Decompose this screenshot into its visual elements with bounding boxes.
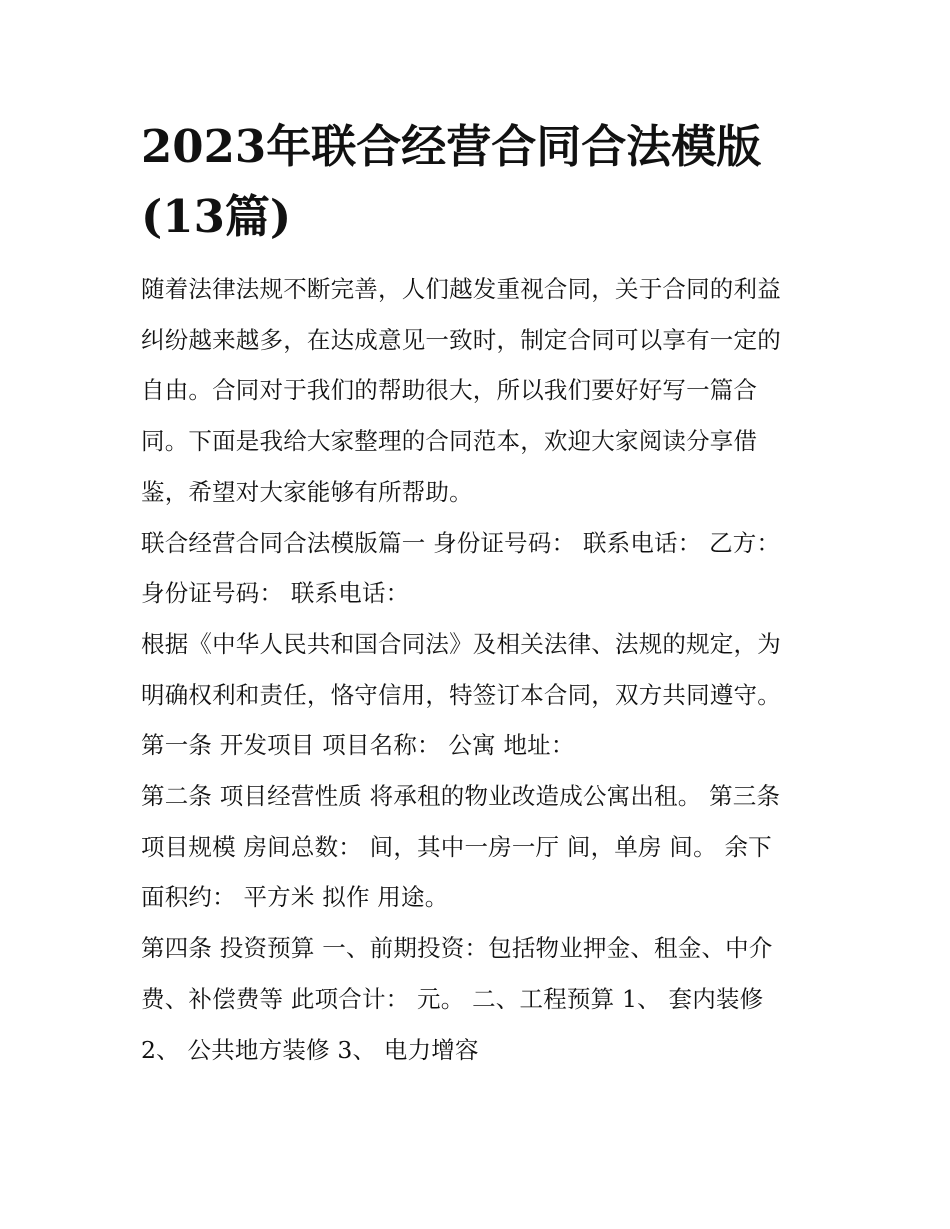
parties-paragraph bbox=[141, 518, 813, 619]
text-line: 第一条 开发项目 项目名称： 公寓 地址： bbox=[141, 731, 575, 760]
text-line: 费、补偿费等 此项合计： 元。 二、工程预算 1、 套内装修 bbox=[141, 984, 764, 1013]
text-line: 第二条 项目经营性质 将承租的物业改造成公寓出租。 第三条 bbox=[141, 782, 781, 811]
title-line-1: 2023年联合经营合同合法模版 bbox=[141, 120, 762, 173]
text-line: 项目规模 房间总数： 间，其中一房一厅 间，单房 间。 余下 bbox=[141, 832, 772, 861]
article-2-3-paragraph bbox=[141, 771, 813, 923]
text-line: 面积约： 平方米 拟作 用途。 bbox=[141, 883, 449, 912]
document-page bbox=[141, 112, 813, 1075]
text-line: 鉴，希望对大家能够有所帮助。 bbox=[141, 477, 473, 506]
article-1-paragraph bbox=[141, 720, 813, 771]
text-line: 自由。合同对于我们的帮助很大，所以我们要好好写一篇合 bbox=[141, 376, 758, 405]
text-line: 明确权利和责任，恪守信用，特签订本合同，双方共同遵守。 bbox=[141, 680, 781, 709]
document-title bbox=[141, 112, 813, 252]
text-line: 2、 公共地方装修 3、 电力增容 bbox=[141, 1035, 479, 1064]
article-4-paragraph bbox=[141, 923, 813, 1075]
text-line: 联合经营合同合法模版篇一 身份证号码： 联系电话： 乙方： bbox=[141, 528, 781, 557]
text-line: 根据《中华人民共和国合同法》及相关法律、法规的规定，为 bbox=[141, 629, 781, 658]
intro-paragraph bbox=[141, 264, 813, 518]
text-line: 纠纷越来越多，在达成意见一致时，制定合同可以享有一定的 bbox=[141, 325, 781, 354]
title-line-2: (13篇) bbox=[141, 190, 292, 243]
text-line: 身份证号码： 联系电话： bbox=[141, 579, 410, 608]
text-line: 第四条 投资预算 一、前期投资：包括物业押金、租金、中介 bbox=[141, 934, 773, 963]
legal-basis-paragraph bbox=[141, 619, 813, 720]
text-line: 随着法律法规不断完善，人们越发重视合同，关于合同的利益 bbox=[141, 275, 781, 303]
text-line: 同。下面是我给大家整理的合同范本，欢迎大家阅读分享借 bbox=[141, 427, 758, 456]
